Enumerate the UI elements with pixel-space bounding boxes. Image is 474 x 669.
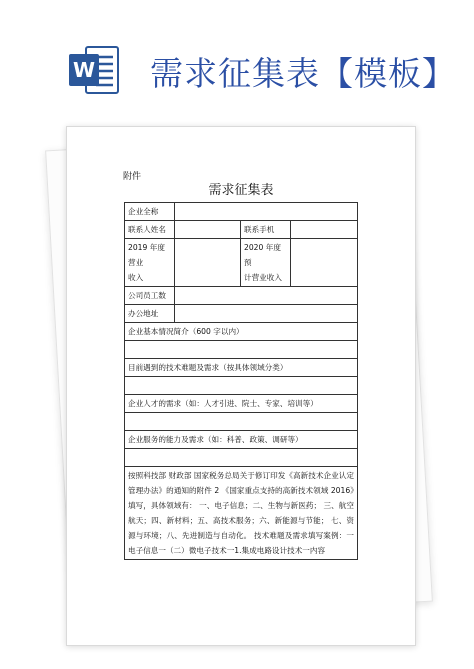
table-row bbox=[125, 203, 358, 221]
document-title: 需求征集表 bbox=[208, 183, 274, 198]
address-cell[interactable] bbox=[175, 305, 358, 323]
company-intro-heading: 企业基本情况简介（600 字以内） bbox=[125, 323, 358, 341]
table-row bbox=[125, 287, 358, 305]
table-row bbox=[125, 359, 358, 377]
address-label: 办公地址 bbox=[125, 305, 175, 323]
revenue-2019-line2: 收入 bbox=[128, 273, 144, 282]
company-intro-cell[interactable] bbox=[125, 341, 358, 359]
document-page bbox=[66, 126, 416, 646]
banner-title: 需求征集表【模板】 bbox=[150, 54, 456, 93]
svg-text:W: W bbox=[72, 58, 96, 82]
table-row bbox=[125, 305, 358, 323]
revenue-2020-label bbox=[241, 239, 291, 287]
contact-phone-label: 联系手机 bbox=[241, 221, 291, 239]
table-row bbox=[125, 221, 358, 239]
company-name-cell[interactable] bbox=[175, 203, 358, 221]
revenue-2020-line2: 计营业收入 bbox=[244, 273, 282, 282]
talent-needs-heading: 企业人才的需求（如：人才引进、院士、专家、培训等） bbox=[125, 395, 358, 413]
banner bbox=[0, 0, 474, 118]
table-row bbox=[125, 323, 358, 341]
service-needs-cell[interactable] bbox=[125, 449, 358, 467]
contact-name-label: 联系人姓名 bbox=[125, 221, 175, 239]
company-name-label: 企业全称 bbox=[125, 203, 175, 221]
word-document-icon bbox=[68, 44, 120, 96]
instructions-text: 按照科技部 财政部 国家税务总局关于修订印发《高新技术企业认定管理办法》的通知的附件 2 《国家重点支持的高新技术领域 2016》填写，具体领域有： 一、电子信息；二、生物与新医药； 三、航空航天；四、新材料；五、高技术服务；六、新能源与节能； 七、资源与环境；八、先进制造与自动化。 技术难题及需求填写案例：一电子信息一（二）微电子技术一1.集成电路设计技术一内容 bbox=[125, 467, 358, 560]
table-row bbox=[125, 341, 358, 359]
employees-cell[interactable] bbox=[175, 287, 358, 305]
employees-label: 公司员工数 bbox=[125, 287, 175, 305]
table-row bbox=[125, 449, 358, 467]
talent-needs-cell[interactable] bbox=[125, 413, 358, 431]
table-row bbox=[125, 239, 358, 287]
contact-name-cell[interactable] bbox=[175, 221, 241, 239]
revenue-2019-label bbox=[125, 239, 175, 287]
tech-problems-heading: 目前遇到的技术难题及需求（按具体领域分类） bbox=[125, 359, 358, 377]
revenue-2020-line1: 2020 年度预 bbox=[244, 243, 281, 267]
table-row bbox=[125, 467, 358, 560]
contact-phone-cell[interactable] bbox=[291, 221, 358, 239]
table-row bbox=[125, 377, 358, 395]
revenue-2019-cell[interactable] bbox=[175, 239, 241, 287]
table-row bbox=[125, 431, 358, 449]
requirement-form-table bbox=[124, 202, 358, 560]
service-needs-heading: 企业服务的能力及需求（如：科普、政策、调研等） bbox=[125, 431, 358, 449]
attachment-label: 附件 bbox=[123, 172, 142, 182]
revenue-2019-line1: 2019 年度营业 bbox=[128, 243, 165, 267]
table-row bbox=[125, 413, 358, 431]
revenue-2020-cell[interactable] bbox=[291, 239, 358, 287]
tech-problems-cell[interactable] bbox=[125, 377, 358, 395]
table-row bbox=[125, 395, 358, 413]
